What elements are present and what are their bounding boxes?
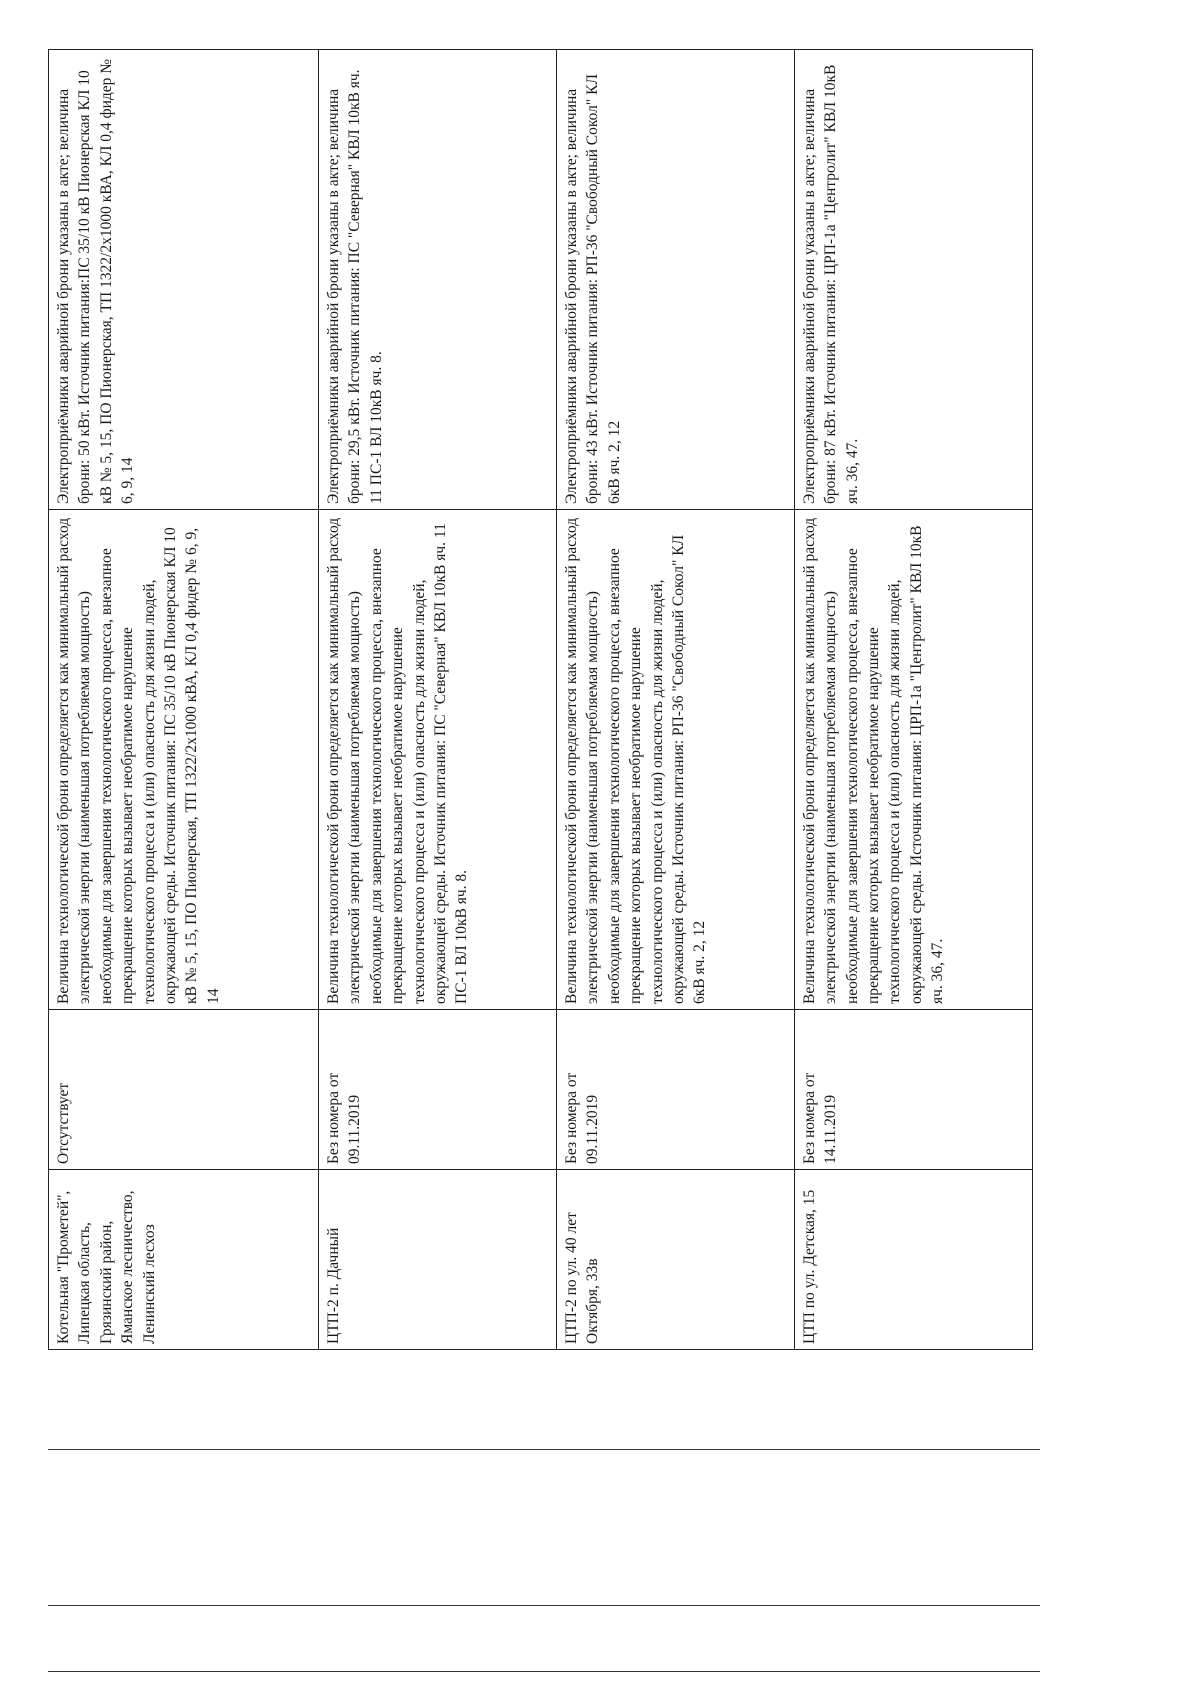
rotated-table-container — [48, 50, 1033, 1350]
act-cell: Без номера от 09.11.2019 — [557, 1010, 795, 1170]
tech-bron-cell: Величина технологической брони определяется как минимальный расход электрической энергии (наименьшая потребляемая мощность) необходимые для завершения технологического процесса, внезапное прекращение которых вызывает необратимое нарушение технологического процесса и (или) опасность для жизни людей, окружающей среды. Источник питания: ПС 35/10 кВ Пионерская КЛ 10 кВ № 5, 15, ПО Пионерская, ТП 1322/2х1000 кВА, КЛ 0,4 фидер № 6, 9, 14 — [49, 510, 319, 1010]
object-cell: ЦТП-2 по ул. 40 лет Октября, 33в — [557, 1170, 795, 1350]
avar-bron-cell: Электроприёмники аварийной брони указаны в акте; величина брони: 87 кВт. Источник питания: ЦРП-1а "Центролит" КВЛ 10кВ яч. 36, 47. — [794, 50, 1032, 510]
act-cell: Без номера от 14.11.2019 — [794, 1010, 1032, 1170]
table-row — [319, 50, 557, 1350]
horizontal-rule — [48, 1671, 1040, 1672]
tech-bron-cell: Величина технологической брони определяется как минимальный расход электрической энергии (наименьшая потребляемая мощность) необходимые для завершения технологического процесса, внезапное прекращение которых вызывает необратимое нарушение технологического процесса и (или) опасность для жизни людей, окружающей среды. Источник питания: ЦРП-1а "Центролит" КВЛ 10кВ яч. 36, 47. — [794, 510, 1032, 1010]
bron-table — [48, 49, 1033, 1350]
act-cell: Без номера от 09.11.2019 — [319, 1010, 557, 1170]
avar-bron-cell: Электроприёмники аварийной брони указаны в акте; величина брони: 43 кВт. Источник питания: РП-36 "Свободный Сокол" КЛ 6кВ яч. 2, 12 — [557, 50, 795, 510]
horizontal-rule — [48, 1605, 1040, 1606]
horizontal-rule — [48, 1449, 1040, 1450]
tech-bron-cell: Величина технологической брони определяется как минимальный расход электрической энергии (наименьшая потребляемая мощность) необходимые для завершения технологического процесса, внезапное прекращение которых вызывает необратимое нарушение технологического процесса и (или) опасность для жизни людей, окружающей среды. Источник питания: ПС "Северная" КВЛ 10кВ яч. 11 ПС-1 ВЛ 10кВ яч. 8. — [319, 510, 557, 1010]
avar-bron-cell: Электроприёмники аварийной брони указаны в акте; величина брони: 29,5 кВт. Источник питания: ПС "Северная" КВЛ 10кВ яч. 11 ПС-1 ВЛ 10кВ яч. 8. — [319, 50, 557, 510]
table-row — [557, 50, 795, 1350]
avar-bron-cell: Электроприёмники аварийной брони указаны в акте; величина брони: 50 кВт. Источник питания:ПС 35/10 кВ Пионерская КЛ 10 кВ № 5, 15, ПО Пионерская, ТП 1322/2х1000 кВА, КЛ 0,4 фидер № 6, 9, 14 — [49, 50, 319, 510]
act-cell: Отсутствует — [49, 1010, 319, 1170]
table-row — [49, 50, 319, 1350]
tech-bron-cell: Величина технологической брони определяется как минимальный расход электрической энергии (наименьшая потребляемая мощность) необходимые для завершения технологического процесса, внезапное прекращение которых вызывает необратимое нарушение технологического процесса и (или) опасность для жизни людей, окружающей среды. Источник питания: РП-36 "Свободный Сокол" КЛ 6кВ яч. 2, 12 — [557, 510, 795, 1010]
object-cell: Котельная "Прометей", Липецкая область, Грязинский район, Яманское лесничество, Ленинский лесхоз — [49, 1170, 319, 1350]
object-cell: ЦТП-2 п. Дачный — [319, 1170, 557, 1350]
object-cell: ЦТП по ул. Детская, 15 — [794, 1170, 1032, 1350]
table-row — [794, 50, 1032, 1350]
